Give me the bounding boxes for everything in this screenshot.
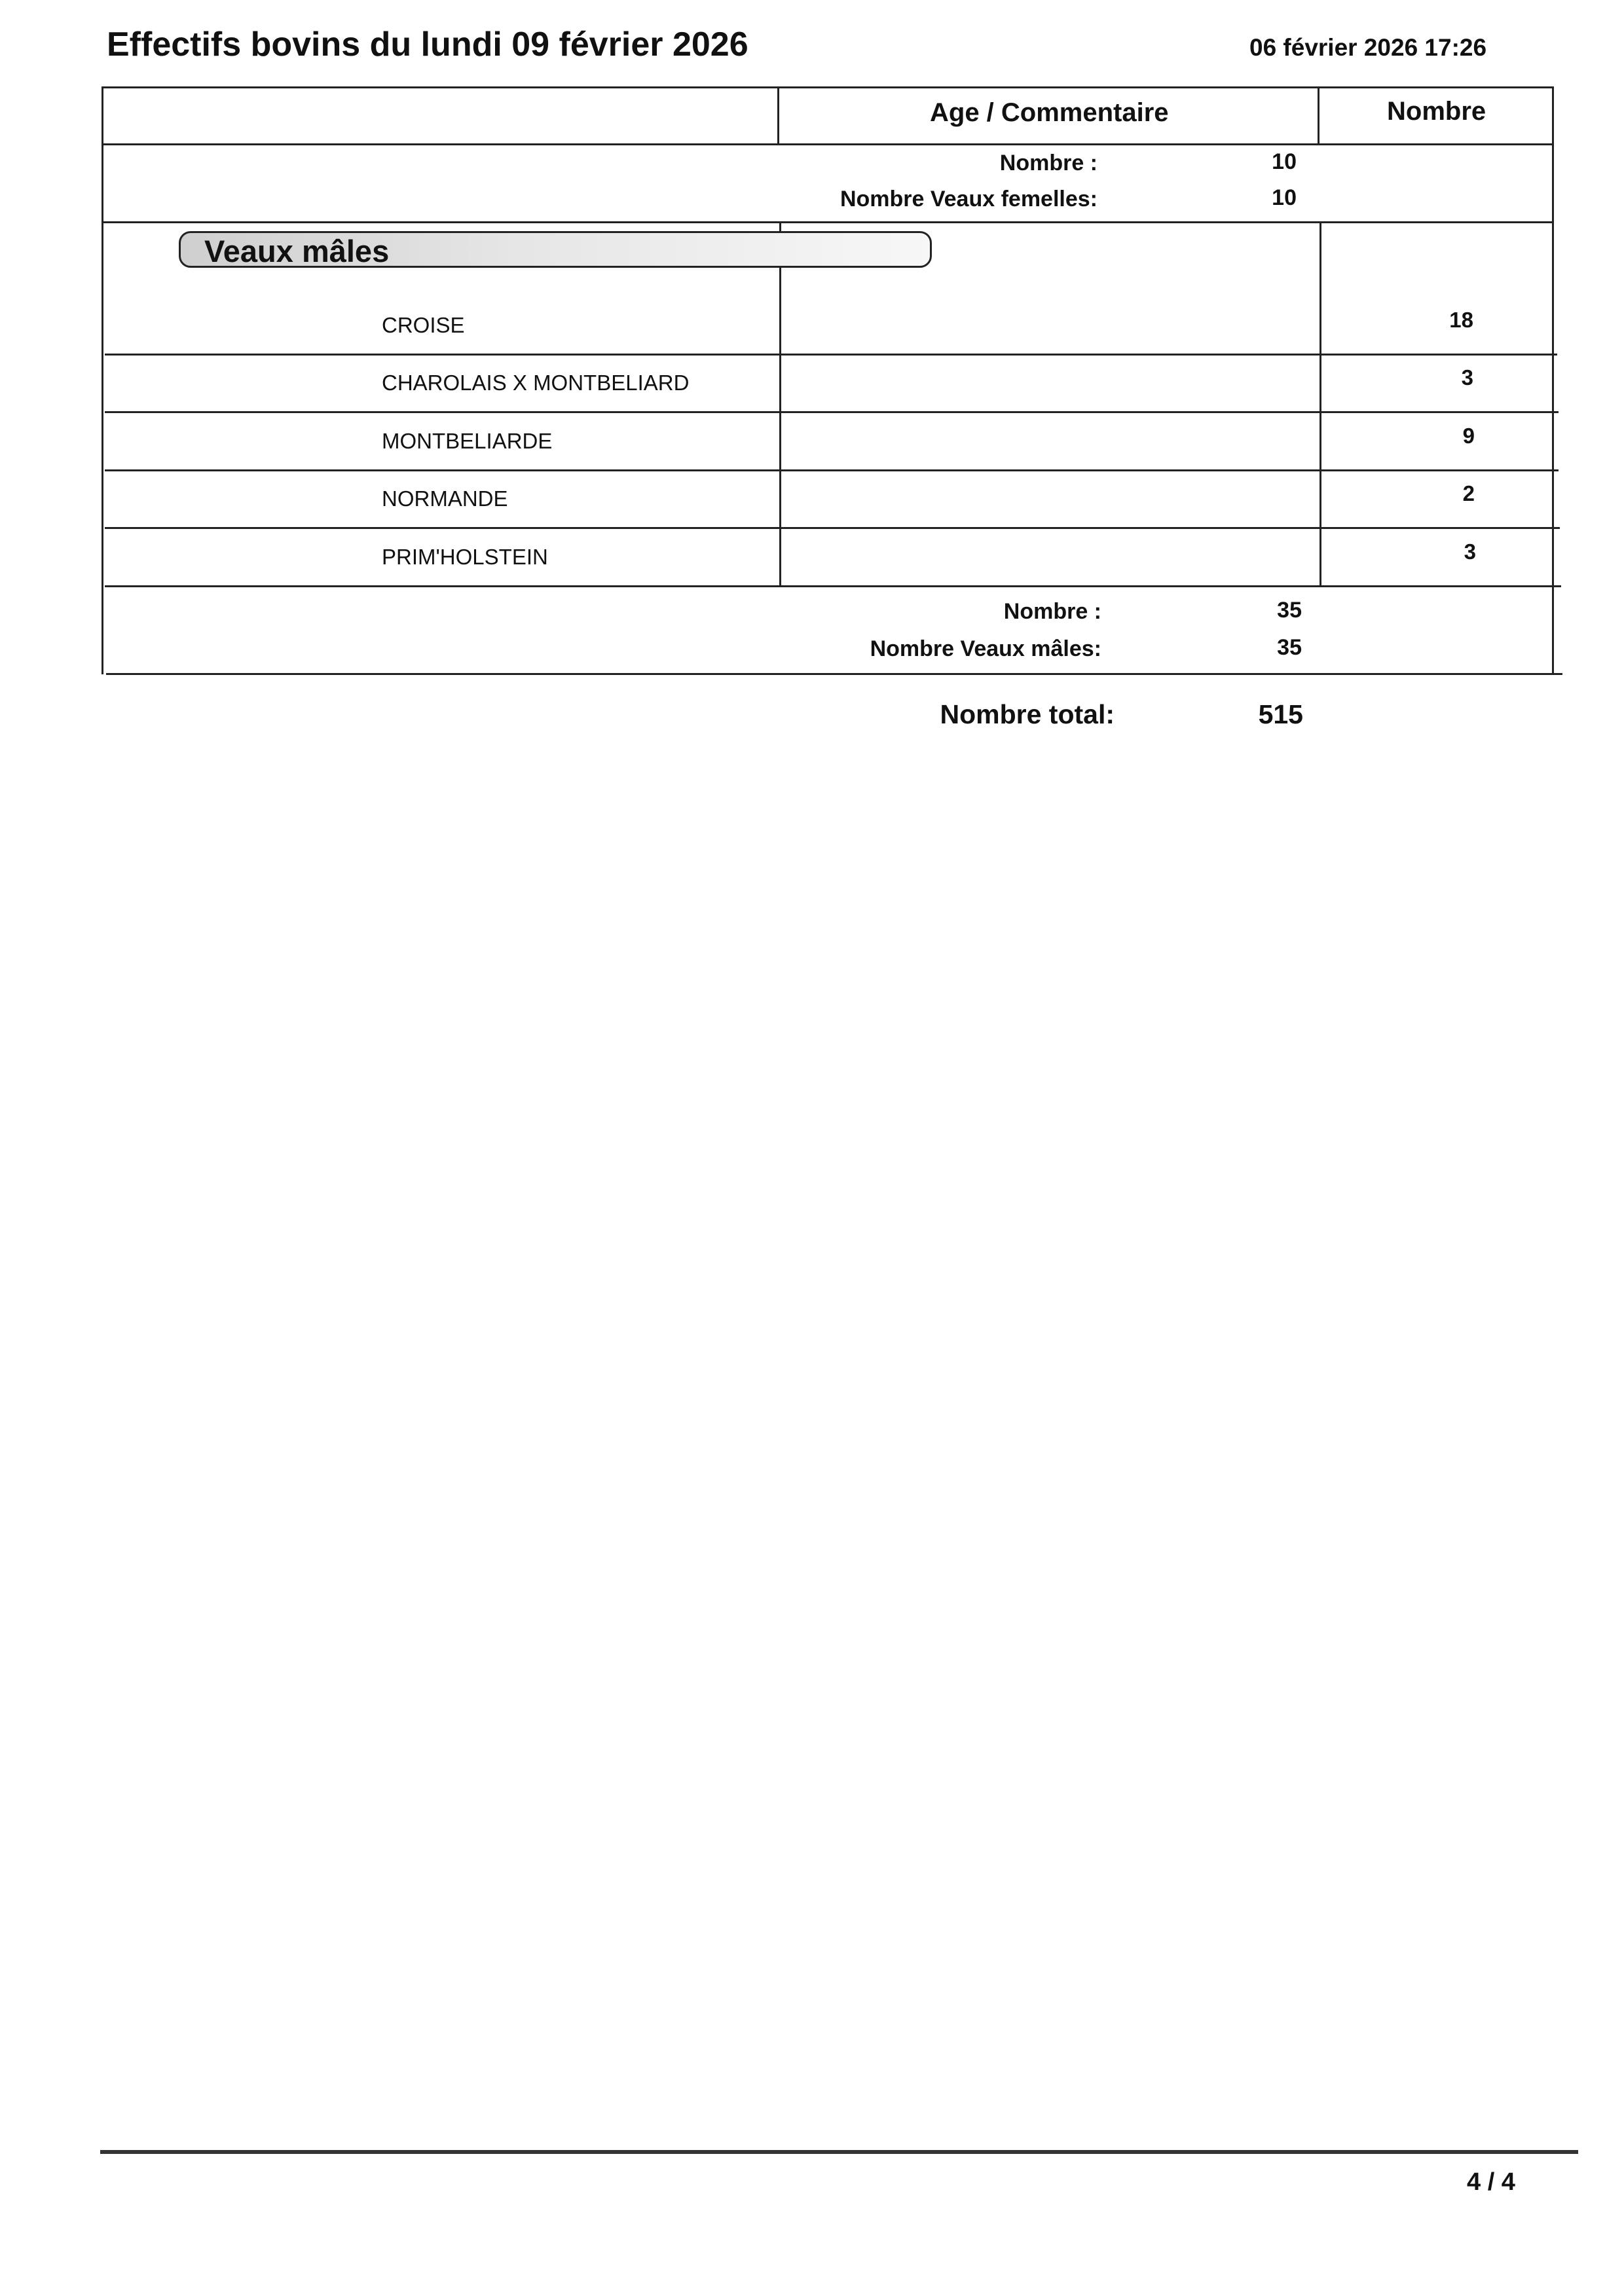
- summary-count-value: 35: [1277, 598, 1302, 623]
- row-divider: [105, 585, 1561, 587]
- breed-name: CROISE: [382, 313, 465, 337]
- summary-category-value: 35: [1277, 635, 1302, 660]
- page-title: Effectifs bovins du lundi 09 février 2026: [107, 26, 748, 64]
- row-divider: [105, 469, 1559, 471]
- row-divider: [105, 411, 1559, 413]
- summary-count-value: 10: [1272, 149, 1297, 174]
- row-divider: [105, 527, 1560, 529]
- header-bottom-border: [101, 143, 1554, 145]
- breed-name: CHAROLAIS X MONTBELIARD: [382, 371, 690, 395]
- breed-count: 9: [1462, 424, 1475, 448]
- page-number: 4 / 4: [1467, 2168, 1515, 2196]
- table-bottom-border: [106, 673, 1562, 675]
- column-divider: [1320, 221, 1321, 587]
- footer-rule: [100, 2150, 1578, 2154]
- breed-name: NORMANDE: [382, 486, 508, 511]
- section-title: Veaux mâles: [204, 234, 390, 268]
- column-divider: [1318, 86, 1320, 145]
- column-header-nombre: Nombre: [1387, 97, 1486, 126]
- summary-count-label: Nombre :: [1003, 599, 1101, 624]
- breed-name: PRIM'HOLSTEIN: [382, 545, 548, 569]
- summary-bottom-border: [101, 221, 1554, 223]
- breed-count: 3: [1464, 539, 1476, 564]
- table-top-border: [101, 86, 1554, 88]
- breed-name: MONTBELIARDE: [382, 429, 553, 453]
- summary-category-label: Nombre Veaux mâles:: [870, 636, 1101, 661]
- column-divider: [779, 221, 781, 587]
- table-left-border: [101, 86, 103, 674]
- column-divider: [777, 86, 779, 145]
- table-right-border: [1552, 86, 1554, 674]
- column-header-age-commentaire: Age / Commentaire: [930, 98, 1169, 127]
- breed-count: 3: [1461, 365, 1473, 390]
- printed-timestamp: 06 février 2026 17:26: [1249, 34, 1487, 61]
- row-divider: [105, 354, 1557, 355]
- summary-category-value: 10: [1272, 185, 1297, 210]
- total-value: 515: [1258, 699, 1303, 729]
- summary-category-label: Nombre Veaux femelles:: [840, 187, 1098, 211]
- summary-count-label: Nombre :: [999, 151, 1098, 175]
- breed-count: 18: [1449, 308, 1473, 332]
- breed-count: 2: [1462, 481, 1475, 505]
- total-label: Nombre total:: [940, 699, 1115, 729]
